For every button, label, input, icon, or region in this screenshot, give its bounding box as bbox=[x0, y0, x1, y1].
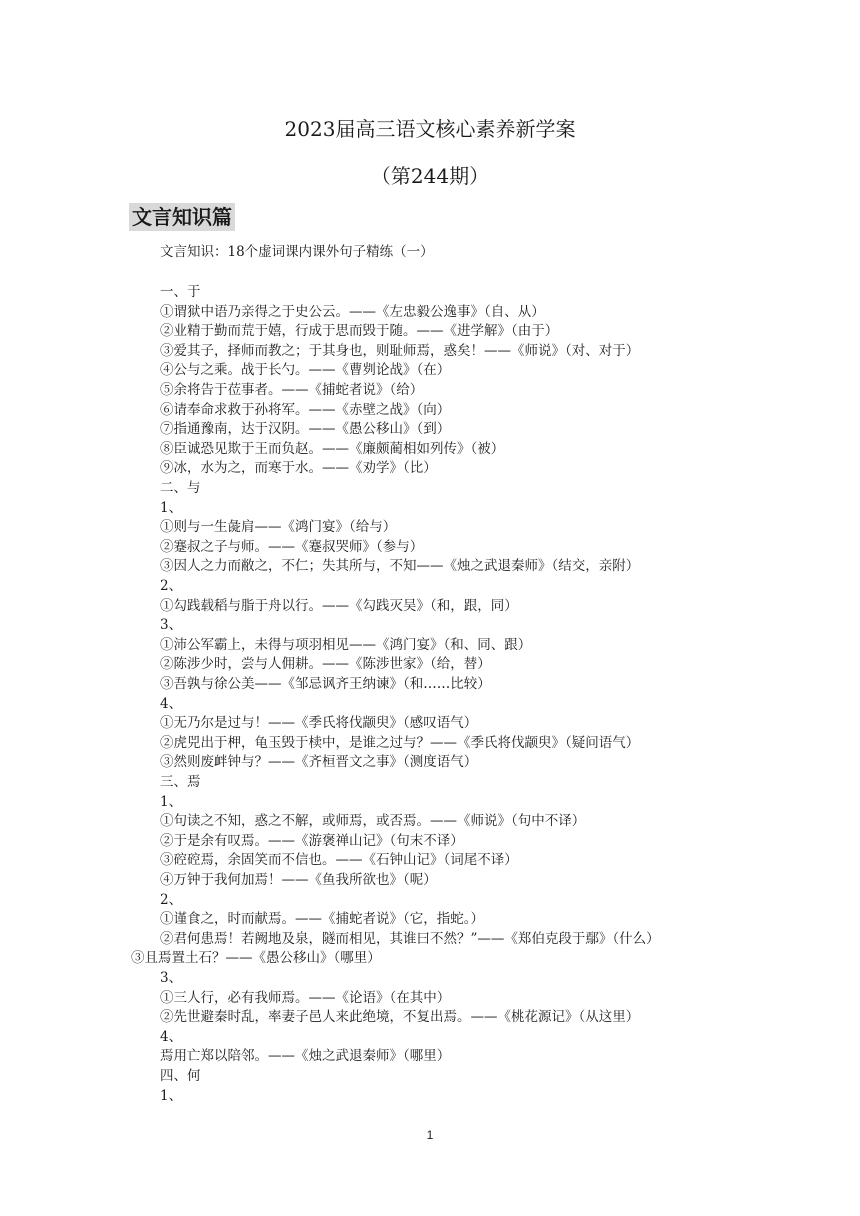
text-line: ④万钟于我何加焉！——《鱼我所欲也》（呢） bbox=[160, 872, 437, 888]
text-line: 二、与 bbox=[160, 480, 201, 496]
intro-line: 文言知识：18个虚词课内课外句子精练（一） bbox=[160, 244, 434, 260]
text-line: 1、 bbox=[160, 499, 183, 516]
text-line: ③且焉置土石？——《愚公移山》（哪里） bbox=[131, 950, 381, 967]
text-line: ③吾孰与徐公美——《邹忌讽齐王纳谏》（和……比较） bbox=[160, 676, 491, 692]
text-line: ⑤余将告于莅事者。——《捕蛇者说》（给） bbox=[160, 382, 424, 398]
page-number: 1 bbox=[426, 1128, 434, 1142]
text-line: ⑨冰，水为之，而寒于水。——《劝学》（比） bbox=[160, 460, 437, 477]
text-line: ③硿硿焉，余固笑而不信也。——《石钟山记》（词尾不译） bbox=[160, 852, 518, 869]
text-line: 1、 bbox=[160, 1087, 183, 1104]
text-line: ⑥请奉命求救于孙将军。——《赤壁之战》（向） bbox=[160, 401, 451, 418]
text-line: ①无乃尔是过与！——《季氏将伐颛臾》（感叹语气） bbox=[160, 715, 478, 732]
text-line: ⑧臣诚恐见欺于王而负赵。——《廉颇蔺相如列传》（被） bbox=[160, 440, 505, 457]
text-line: 3、 bbox=[160, 617, 183, 634]
text-line: ①三人行，必有我师焉。——《论语》（在其中） bbox=[160, 989, 451, 1006]
text-line: 2、 bbox=[160, 578, 183, 594]
text-line: ②先世避秦时乱，率妻子邑人来此绝境，不复出焉。——《桃花源记》（从这里） bbox=[160, 1009, 640, 1026]
text-line: ⑦指通豫南，达于汉阴。——《愚公移山》（到） bbox=[160, 421, 451, 438]
text-line: 2、 bbox=[160, 891, 183, 908]
text-line: ③因人之力而敝之，不仁；失其所与，不知——《烛之武退秦师》（结交，亲附） bbox=[160, 558, 640, 575]
text-line: 4、 bbox=[160, 1028, 183, 1045]
text-line: ②于是余有叹焉。——《游褒禅山记》（句末不译） bbox=[160, 832, 464, 849]
text-line: ①句读之不知，惑之不解，或师焉，或否焉。——《师说》（句中不译） bbox=[160, 813, 586, 830]
text-line: 四、何 bbox=[160, 1068, 201, 1084]
text-line: ①沛公军霸上，未得与项羽相见——《鸿门宴》（和、同、跟） bbox=[160, 636, 532, 653]
section-heading: 文言知识篇 bbox=[129, 203, 235, 231]
text-line: ②陈涉少时，尝与人佣耕。——《陈涉世家》（给，替） bbox=[160, 656, 491, 673]
text-line: ③爱其子，择师而教之；于其身也，则耻师焉，惑矣！——《师说》（对、对于） bbox=[160, 342, 640, 359]
text-line: ②君何患焉！若阙地及泉，隧而相见，其谁曰不然？”——《郑伯克段于鄢》（什么） bbox=[160, 930, 660, 947]
text-line: 三、焉 bbox=[160, 774, 201, 790]
text-line: ①则与一生彘肩——《鸿门宴》（给与） bbox=[160, 519, 397, 536]
text-line: 4、 bbox=[160, 695, 183, 712]
text-line: ①勾践载稻与脂于舟以行。——《勾践灭吴》（和，跟，同） bbox=[160, 597, 518, 614]
issue-number: （第244期） bbox=[370, 164, 490, 188]
text-line: 1、 bbox=[160, 793, 183, 810]
document-title: 2023届高三语文核心素养新学案 bbox=[284, 117, 576, 141]
text-line: ③然则废衅钟与？——《齐桓晋文之事》（测度语气） bbox=[160, 754, 478, 771]
text-line: ①谨食之，时而献焉。——《捕蛇者说》（它，指蛇。） bbox=[160, 911, 484, 928]
text-line: ②蹇叔之子与师。——《蹇叔哭师》（参与） bbox=[160, 538, 424, 555]
text-line: ②业精于勤而荒于嬉，行成于思而毁于随。——《进学解》（由于） bbox=[160, 323, 559, 340]
text-line: ①谓狱中语乃亲得之于史公云。——《左忠毅公逸事》（自、从） bbox=[160, 303, 545, 320]
text-line: 一、于 bbox=[160, 284, 201, 300]
text-line: ④公与之乘。战于长勺。——《曹刿论战》（在） bbox=[160, 362, 451, 379]
text-line: 3、 bbox=[160, 970, 183, 986]
text-line: ②虎兕出于柙，龟玉毁于椟中，是谁之过与？——《季氏将伐颛臾》（疑问语气） bbox=[160, 734, 640, 751]
text-line: 焉用亡郑以陪邻。——《烛之武退秦师》（哪里） bbox=[160, 1048, 451, 1065]
